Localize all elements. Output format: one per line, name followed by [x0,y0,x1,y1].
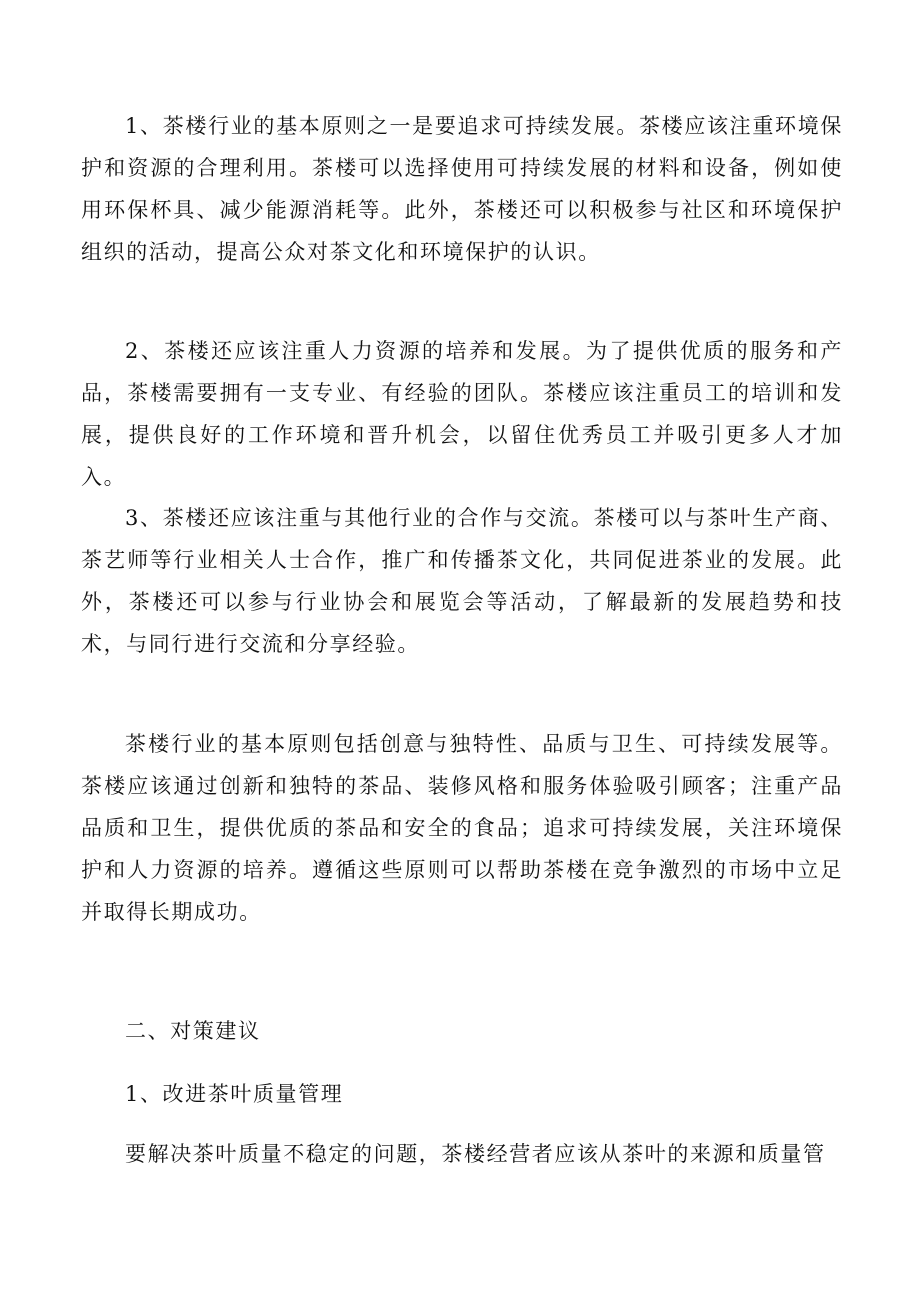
paragraph-human-resources: 2、茶楼还应该注重人力资源的培养和发展。为了提供优质的服务和产品，茶楼需要拥有一支专业、有经验的团队。茶楼应该注重员工的培训和发展，提供良好的工作环境和晋升机会，以留住优秀员工并吸引更多人才加入。 [81,339,843,489]
subsection-heading: 1、改进茶叶质量管理 [125,1082,344,1106]
paragraph-tea-quality: 要解决茶叶质量不稳定的问题，茶楼经营者应该从茶叶的来源和质量管 [125,1142,826,1166]
paragraph-sustainability: 1、茶楼行业的基本原则之一是要追求可持续发展。茶楼应该注重环境保护和资源的合理利用。茶楼可以选择使用可持续发展的材料和设备，例如使用环保杯具、减少能源消耗等。此外，茶楼还可以积极参与社区和环境保护组织的活动，提高公众对茶文化和环境保护的认识。 [81,114,843,264]
paragraph-summary: 茶楼行业的基本原则包括创意与独特性、品质与卫生、可持续发展等。茶楼应该通过创新和独特的茶品、装修风格和服务体验吸引顾客；注重产品品质和卫生，提供优质的茶品和安全的食品；追求可持续发展，关注环境保护和人力资源的培养。遵循这些原则可以帮助茶楼在竞争激烈的市场中立足并取得长期成功。 [81,732,843,924]
section-heading: 二、对策建议 [125,1019,261,1043]
paragraph-cooperation: 3、茶楼还应该注重与其他行业的合作与交流。茶楼可以与茶叶生产商、茶艺师等行业相关人士合作，推广和传播茶文化，共同促进茶业的发展。此外，茶楼还可以参与行业协会和展览会等活动，了解最新的发展趋势和技术，与同行进行交流和分享经验。 [81,506,843,656]
